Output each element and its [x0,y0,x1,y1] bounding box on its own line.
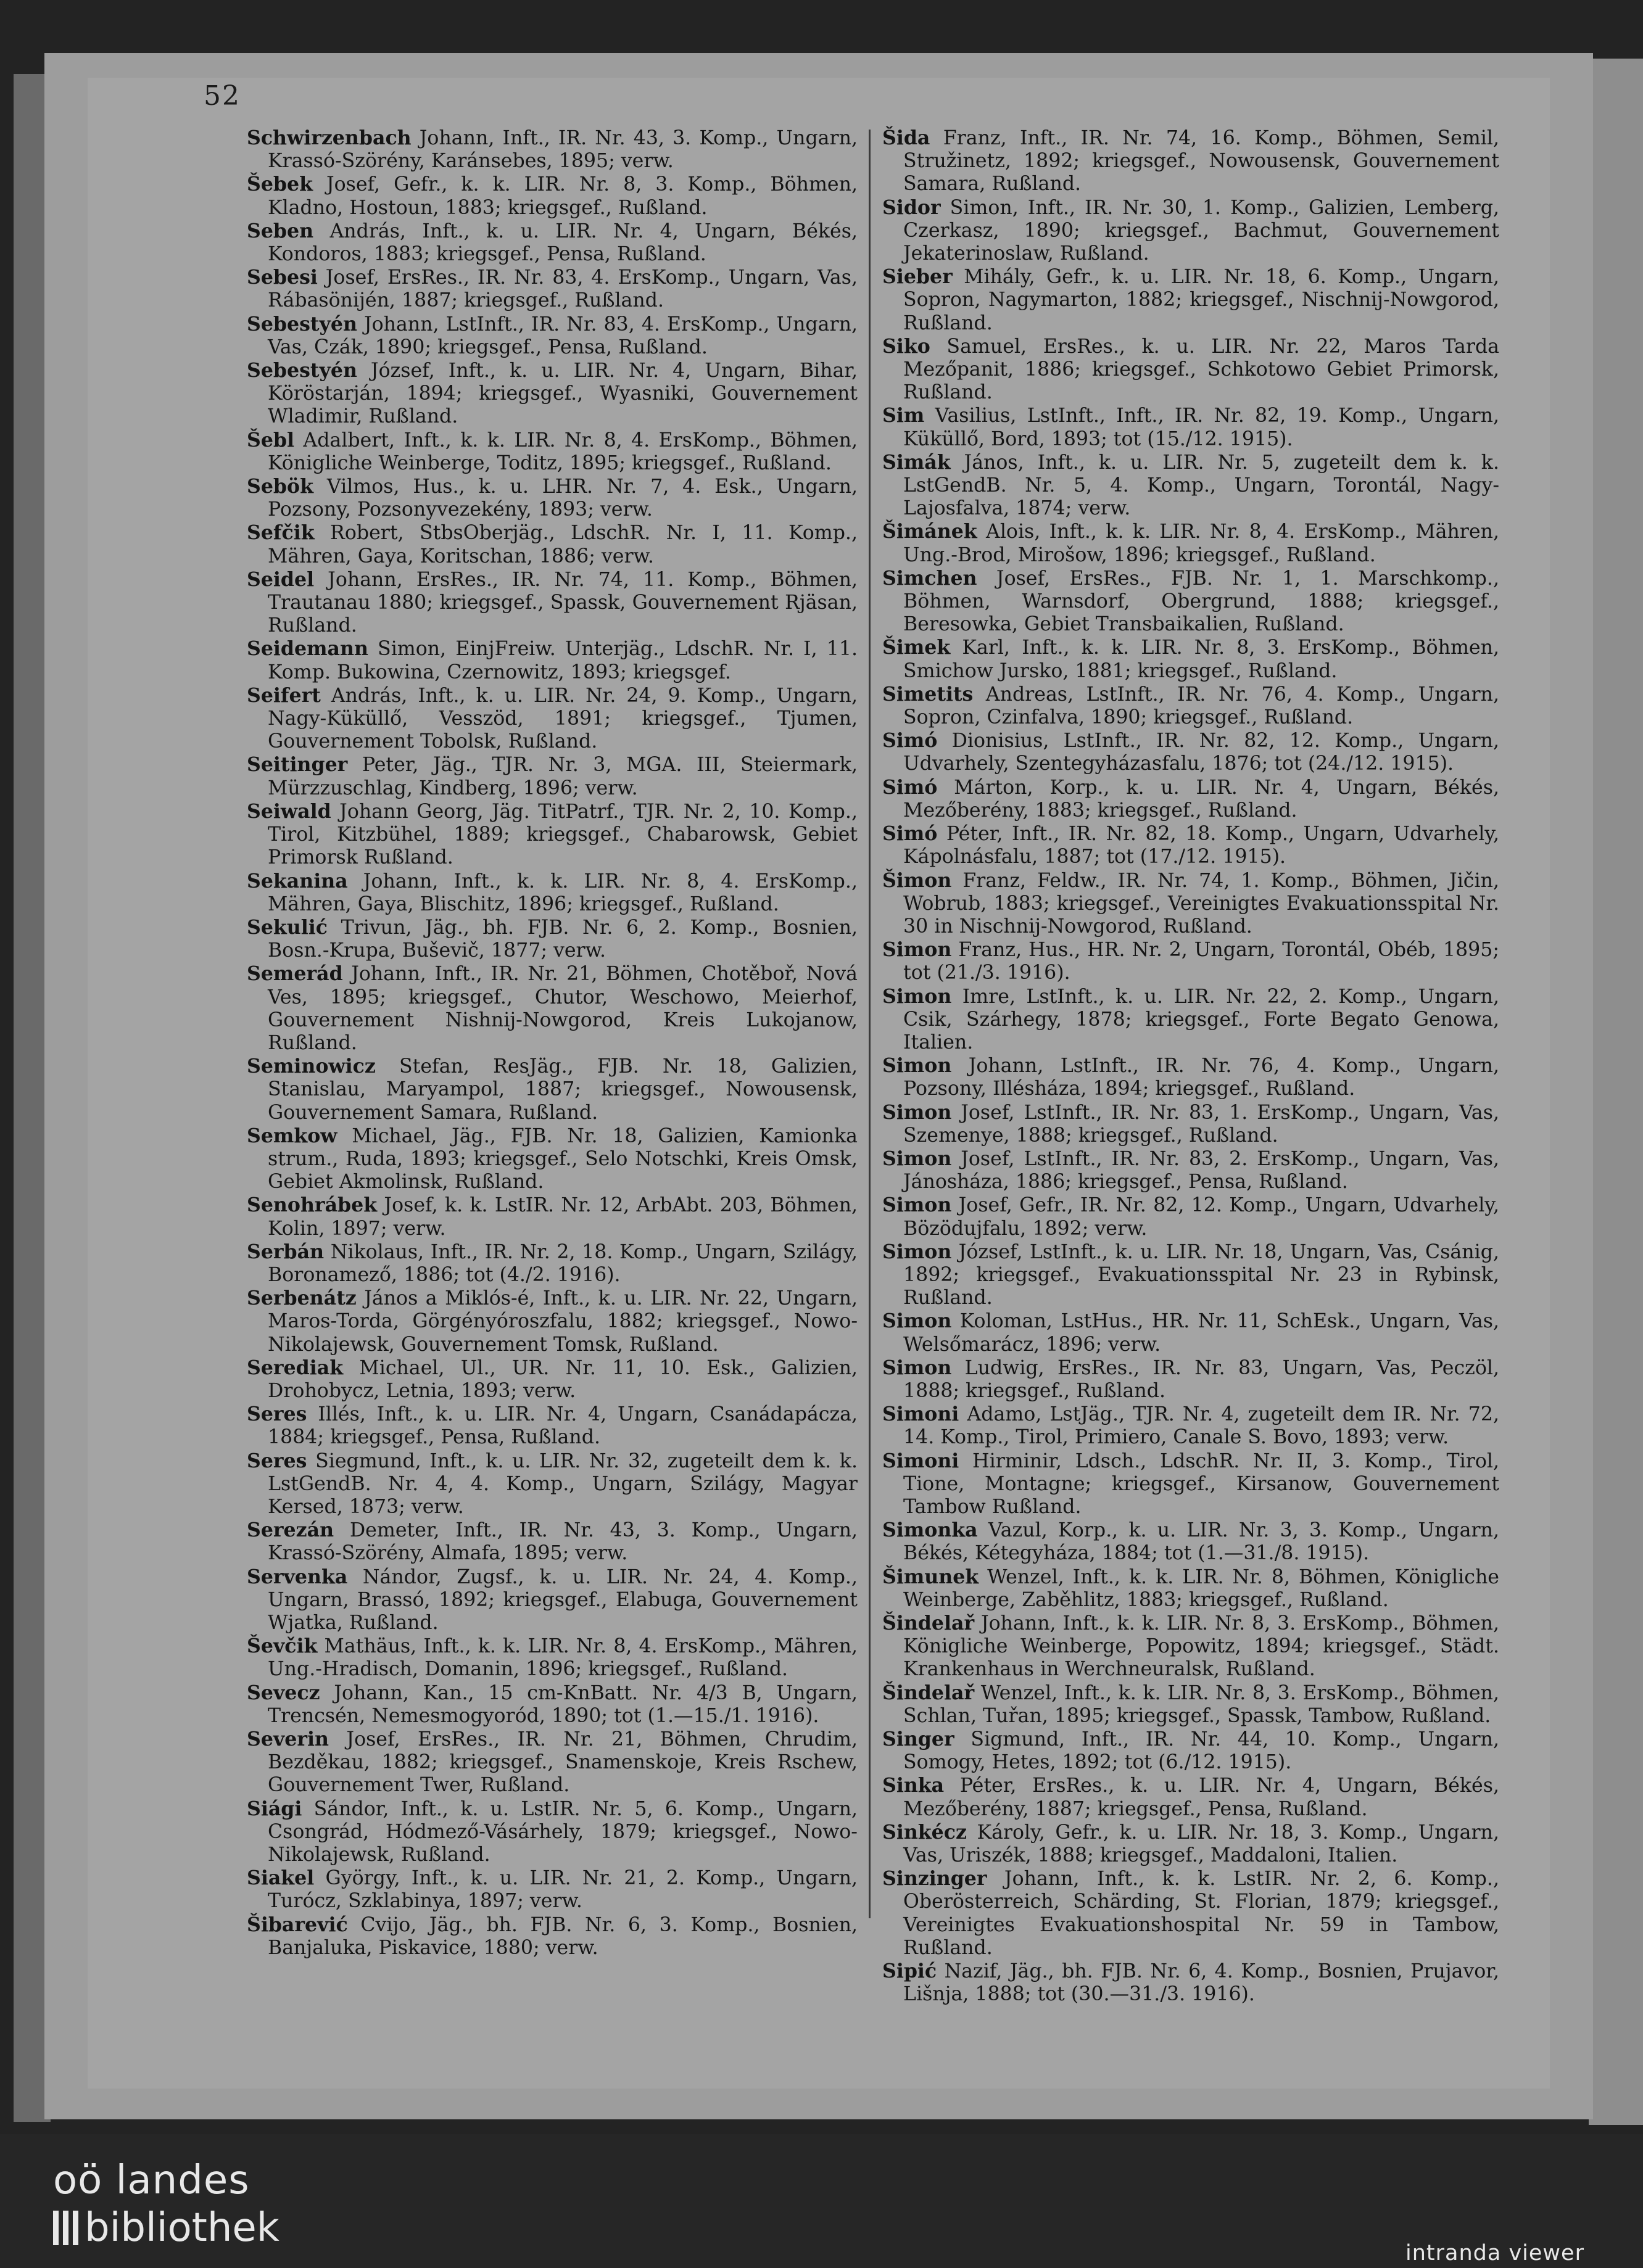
column-divider [869,130,871,1918]
entry-details: Adalbert, Inft., k. k. LIR. Nr. 8, 4. ErsKomp., Böhmen, Königliche Weinberge, Toditz, 1895; kriegsgef., Rußland. [268,429,858,474]
register-entry [882,1309,1499,1356]
register-entry [247,126,858,173]
entry-details: Cvijo, Jäg., bh. FJB. Nr. 6, 3. Komp., Bosnien, Banjaluka, Piskavice, 1880; verw. [268,1913,858,1959]
entry-details: Franz, Inft., IR. Nr. 74, 16. Komp., Böhmen, Semil, Stružinetz, 1892; kriegsgef., Nowousensk, Gouvernement Samara, Rußland. [903,127,1499,196]
register-entry [247,1124,858,1194]
register-entry [882,1519,1499,1565]
register-entry [882,451,1499,521]
register-entry [247,1403,858,1449]
entry-details: Johann, Inft., k. k. LstIR. Nr. 2, 6. Komp., Oberösterreich, Schärding, St. Florian, 1879; kriegsgef., Vereinigtes Evakuationshospital Nr. 59 in Tambow, Rußland. [903,1868,1499,1959]
entry-details: Péter, ErsRes., k. u. LIR. Nr. 4, Ungarn, Békés, Mezőberény, 1887; kriegsgef., Pensa, Rußland. [903,1775,1499,1820]
entry-surname: Seres [247,1403,307,1426]
entry-details: Johann, Inft., k. k. LIR. Nr. 8, 3. ErsKomp., Böhmen, Königliche Weinberge, Popowitz, 1894; kriegsgef., Städt. Krankenhaus in Werchneuralsk, Rußland. [903,1612,1499,1681]
entry-details: Vasilius, LstInft., Inft., IR. Nr. 82, 19. Komp., Ungarn, Küküllő, Bord, 1893; tot (15./12. 1915). [903,405,1499,450]
entry-details: Adamo, LstJäg., TJR. Nr. 4, zugeteilt dem IR. Nr. 72, 14. Komp., Tirol, Primiero, Canale S. Bovo, 1893; verw. [903,1403,1499,1449]
entry-surname: Simó [882,775,938,799]
entry-details: Johann, LstInft., IR. Nr. 76, 4. Komp., Ungarn, Pozsony, Illésháza, 1894; kriegsgef., Rußland. [903,1055,1499,1100]
entry-details: Michael, Ul., UR. Nr. 11, 10. Esk., Galizien, Drohobycz, Letnia, 1893; verw. [268,1356,858,1402]
entry-surname: Simoni [882,1403,959,1426]
entry-surname: Siakel [247,1866,315,1890]
register-entry [247,1565,858,1635]
entry-details: Illés, Inft., k. u. LIR. Nr. 4, Ungarn, Csanádapácza, 1884; kriegsgef., Pensa, Rußland. [268,1403,858,1449]
register-entry [247,753,858,799]
register-entry [882,196,1499,266]
entry-details: Hirminir, Ldsch., LdschR. Nr. II, 3. Komp., Tirol, Tione, Montagne; kriegsgef., Kirsanow, Gouvernement Tambow Rußland. [903,1449,1499,1518]
entry-details: Károly, Gefr., k. u. LIR. Nr. 18, 3. Komp., Ungarn, Vas, Uriszék, 1888; kriegsgef., Maddaloni, Italien. [903,1821,1499,1867]
register-entry [247,1681,858,1728]
entry-details: Sándor, Inft., k. u. LstIR. Nr. 5, 6. Komp., Ungarn, Csongrád, Hódmező-Vásárhely, 1879; kriegsgef., Nowo-Nikolajewsk, Rußland. [268,1797,858,1866]
page-stack-right-edge [1589,59,1643,2125]
entry-surname: Simon [882,1240,952,1263]
entry-surname: Seminowicz [247,1055,376,1078]
entry-details: Samuel, ErsRes., k. u. LIR. Nr. 22, Maros Tarda Mezőpanit, 1886; kriegsgef., Schkotowo Gebiet Primorsk, Rußland. [903,335,1499,404]
entry-surname: Sim [882,404,925,427]
register-entry [882,938,1499,984]
entry-surname: Seidemann [247,637,368,661]
register-entry [247,1635,858,1681]
entry-details: János a Miklós-é, Inft., k. u. LIR. Nr. 22, Ungarn, Maros-Torda, Görgényóroszfalu, 1882; kriegsgef., Nowo-Nikolajewsk, Gouvernement Tomsk, Rußland. [268,1287,858,1356]
entry-surname: Sipić [882,1960,937,1983]
entry-surname: Schwirzenbach [247,126,412,149]
register-entry [247,1866,858,1913]
entry-surname: Simonka [882,1519,978,1542]
entry-surname: Servenka [247,1565,348,1588]
register-entry [247,1728,858,1797]
page-number: 52 [204,80,241,112]
register-entry [247,1356,858,1403]
register-entry [247,637,858,683]
register-entry [882,1960,1499,2006]
entry-surname: Simchen [882,566,977,590]
entry-details: Wenzel, Inft., k. k. LIR. Nr. 8, 3. ErsKomp., Böhmen, Schlan, Tuřan, 1895; kriegsgef., Spassk, Tambow, Rußland. [903,1681,1499,1727]
entry-details: Stefan, ResJäg., FJB. Nr. 18, Galizien, Stanislau, Maryampol, 1887; kriegsgef., Nowousensk, Gouvernement Samara, Rußland. [268,1055,858,1124]
entry-surname: Šibarević [247,1913,348,1936]
entry-surname: Simon [882,938,952,962]
entry-details: György, Inft., k. u. LIR. Nr. 21, 2. Komp., Ungarn, Turócz, Szklabinya, 1897; verw. [268,1867,858,1913]
entry-surname: Šebl [247,428,295,452]
entry-details: Nikolaus, Inft., IR. Nr. 2, 18. Komp., Ungarn, Szilágy, Boronamező, 1886; tot (4./2. 1916). [268,1240,858,1286]
entry-surname: Šebek [247,173,313,196]
viewer-brand-label: intranda viewer [1405,2241,1584,2266]
entry-surname: Sinkécz [882,1820,967,1844]
entry-surname: Sebök [247,475,313,498]
entry-surname: Simon [882,984,952,1008]
entry-details: Mihály, Gefr., k. u. LIR. Nr. 18, 6. Komp., Ungarn, Sopron, Nagymarton, 1882; kriegsgef., Nischnij-Nowgorod, Rußland. [903,266,1499,334]
entry-surname: Simon [882,1194,952,1217]
register-entry [882,776,1499,822]
entry-surname: Ševčik [247,1635,318,1658]
entry-surname: Simon [882,1356,952,1379]
entry-details: József, LstInft., k. u. LIR. Nr. 18, Ungarn, Vas, Csánig, 1892; kriegsgef., Evakuationsspital Nr. 23 in Rybinsk, Rußland. [903,1240,1499,1309]
entry-surname: Šimánek [882,520,977,543]
register-entry [247,266,858,312]
entry-details: Nazif, Jäg., bh. FJB. Nr. 6, 4. Komp., Bosnien, Prujavor, Lišnja, 1888; tot (30.—31./3. 1916). [903,1960,1499,2006]
entry-surname: Sinzinger [882,1867,987,1891]
library-logo-line1: oö landes [53,2158,250,2203]
register-entry [247,475,858,521]
entry-details: Imre, LstInft., k. u. LIR. Nr. 22, 2. Komp., Ungarn, Csik, Szárhegy, 1878; kriegsgef., Forte Begato Genowa, Italien. [903,985,1499,1054]
entry-surname: Seiwald [247,799,331,823]
register-entry [882,265,1499,335]
entry-surname: Sekanina [247,869,348,893]
entry-details: Johann, Inft., IR. Nr. 43, 3. Komp., Ungarn, Krassó-Szörény, Karánsebes, 1895; verw. [268,127,858,173]
entry-details: Dionisius, LstInft., IR. Nr. 82, 12. Komp., Ungarn, Udvarhely, Szentegyházasfalu, 1876; tot (24./12. 1915). [903,730,1499,775]
entry-details: Simon, EinjFreiw. Unterjäg., LdschR. Nr. I, 11. Komp. Bukowina, Czernowitz, 1893; kriegsgef. [268,638,858,683]
register-entry [882,1356,1499,1403]
register-entry [247,568,858,638]
entry-details: Wenzel, Inft., k. k. LIR. Nr. 8, Böhmen, Königliche Weinberge, Zaběhlitz, 1883; kriegsgef., Rußland. [903,1565,1499,1611]
register-entry [247,429,858,475]
entry-details: Vazul, Korp., k. u. LIR. Nr. 3, 3. Komp., Ungarn, Békés, Kétegyháza, 1884; tot (1.—31./8. 1915). [903,1519,1499,1565]
entry-details: Josef, Gefr., IR. Nr. 82, 12. Komp., Ungarn, Udvarhely, Bözödujfalu, 1892; verw. [903,1194,1499,1240]
entry-surname: Šindelař [882,1681,975,1704]
entry-surname: Simák [882,450,951,474]
entry-surname: Siági [247,1797,302,1820]
register-entry [882,1774,1499,1820]
register-entry [882,126,1499,196]
entry-surname: Šimon [882,868,952,892]
register-entry [247,1519,858,1565]
register-entry [247,916,858,962]
entry-surname: Simon [882,1309,952,1333]
register-entry [882,567,1499,637]
entry-details: András, Inft., k. u. LIR. Nr. 24, 9. Komp., Ungarn, Nagy-Küküllő, Vesszöd, 1891; kriegsgef., Tjumen, Gouvernement Tobolsk, Rußland. [268,684,858,753]
register-entry [247,1055,858,1124]
entry-details: András, Inft., k. u. LIR. Nr. 4, Ungarn, Békés, Kondoros, 1883; kriegsgef., Pensa, Rußland. [268,220,858,266]
entry-details: Josef, ErsRes., IR. Nr. 21, Böhmen, Chrudim, Bezděkau, 1882; kriegsgef., Snamenskoje, Kreis Rschew, Gouvernement Twer, Rußland. [268,1728,858,1797]
entry-details: Mathäus, Inft., k. k. LIR. Nr. 8, 4. ErsKomp., Mähren, Ung.-Hradisch, Domanin, 1896; kriegsgef., Rußland. [268,1635,858,1681]
entry-surname: Simon [882,1100,952,1124]
entry-details: Simon, Inft., IR. Nr. 30, 1. Komp., Galizien, Lemberg, Czerkasz, 1890; kriegsgef., Bachmut, Gouvernement Jekaterinoslaw, Rußland. [903,196,1499,265]
entry-details: Johann Georg, Jäg. TitPatrf., TJR. Nr. 2, 10. Komp., Tirol, Kitzbühel, 1889; kriegsgef., Chabarowsk, Gebiet Primorsk Rußland. [268,800,858,869]
entry-details: János, Inft., k. u. LIR. Nr. 5, zugeteilt dem k. k. LstGendB. Nr. 5, 4. Komp., Ungarn, Torontál, Nagy-Lajosfalva, 1874; verw. [903,451,1499,520]
register-entry [247,684,858,754]
entry-details: Siegmund, Inft., k. u. LIR. Nr. 32, zugeteilt dem k. k. LstGendB. Nr. 4, 4. Komp., Ungarn, Szilágy, Magyar Kersed, 1873; verw. [268,1449,858,1518]
entry-surname: Sefčik [247,521,315,545]
entry-surname: Serbán [247,1240,325,1263]
entry-details: Karl, Inft., k. k. LIR. Nr. 8, 3. ErsKomp., Böhmen, Smichow Jursko, 1881; kriegsgef., Rußland. [903,637,1499,682]
register-entry [882,683,1499,729]
entry-surname: Sevecz [247,1681,320,1704]
register-entry [247,359,858,429]
entry-details: Ludwig, ErsRes., IR. Nr. 83, Ungarn, Vas, Peczöl, 1888; kriegsgef., Rußland. [903,1356,1499,1402]
entry-details: Trivun, Jäg., bh. FJB. Nr. 6, 2. Komp., Bosnien, Bosn.-Krupa, Buševič, 1877; verw. [268,916,858,962]
entry-surname: Siko [882,334,930,358]
register-entry [882,636,1499,682]
register-entry [882,1403,1499,1449]
register-entry [882,1867,1499,1960]
entry-surname: Serediak [247,1356,344,1379]
entry-surname: Šimunek [882,1565,979,1588]
entry-details: Robert, StbsOberjäg., LdschR. Nr. I, 11. Komp., Mähren, Gaya, Koritschan, 1886; verw. [268,522,858,567]
register-entry [247,1449,858,1519]
entry-details: Josef, ErsRes., FJB. Nr. 1, 1. Marschkomp., Böhmen, Warnsdorf, Obergrund, 1888; kriegsgef., Beresowka, Gebiet Transbaikalien, Rußland. [903,567,1499,636]
register-entry [247,1913,858,1960]
entry-surname: Sieber [882,265,953,289]
register-entry [882,1728,1499,1774]
entry-surname: Senohrábek [247,1194,378,1217]
entry-surname: Semerád [247,962,343,986]
entry-surname: Sekulić [247,915,328,939]
register-entry [247,800,858,870]
entry-details: Demeter, Inft., IR. Nr. 43, 3. Komp., Ungarn, Krassó-Szörény, Almafa, 1895; verw. [268,1519,858,1565]
entry-details: József, Inft., k. u. LIR. Nr. 4, Ungarn, Bihar, Köröstarján, 1894; kriegsgef., Wyasniki, Gouvernement Wladimir, Rußland. [268,360,858,428]
entry-details: Sigmund, Inft., IR. Nr. 44, 10. Komp., Ungarn, Somogy, Hetes, 1892; tot (6./12. 1915). [903,1728,1499,1774]
register-entry [247,1797,858,1867]
register-entry [882,822,1499,868]
register-entry [882,1612,1499,1681]
register-entry [247,1240,858,1287]
entry-surname: Simó [882,729,938,753]
entry-details: Josef, Gefr., k. k. LIR. Nr. 8, 3. Komp., Böhmen, Kladno, Hostoun, 1883; kriegsgef., Rußland. [268,173,858,219]
entry-details: Koloman, LstHus., HR. Nr. 11, SchEsk., Ungarn, Vas, Welsőmarácz, 1896; verw. [903,1310,1499,1356]
register-entry [882,1194,1499,1240]
entry-surname: Simetits [882,682,974,706]
entry-surname: Sebestyén [247,312,357,336]
entry-surname: Singer [882,1728,954,1751]
register-entry [882,985,1499,1055]
register-entry [247,1194,858,1240]
entry-details: Josef, ErsRes., IR. Nr. 83, 4. ErsKomp., Ungarn, Vas, Rábasönijén, 1887; kriegsgef., Rußland. [268,266,858,312]
register-entry [882,520,1499,566]
entry-details: Josef, LstInft., IR. Nr. 83, 1. ErsKomp., Ungarn, Vas, Szemenye, 1888; kriegsgef., Rußland. [903,1101,1499,1147]
entry-surname: Seben [247,219,314,242]
register-entry [882,729,1499,775]
entry-details: Josef, k. k. LstIR. Nr. 12, ArbAbt. 203, Böhmen, Kolin, 1897; verw. [268,1194,858,1240]
register-entry [882,1147,1499,1194]
entry-surname: Seidel [247,567,315,591]
entry-surname: Serezán [247,1519,334,1542]
entry-details: Johann, Inft., IR. Nr. 21, Böhmen, Chotěboř, Nová Ves, 1895; kriegsgef., Chutor, Weschowo, Meierhof, Gouvernement Nishnij-Nowgorod, Kreis Lukojanow, Rußland. [268,963,858,1054]
register-entry [882,1054,1499,1100]
entry-surname: Simon [882,1147,952,1170]
register-entry [247,1287,858,1356]
entry-surname: Šindelař [882,1612,975,1635]
entry-surname: Simoni [882,1449,959,1472]
entry-details: Johann, Kan., 15 cm-KnBatt. Nr. 4/3 B, Ungarn, Trencsén, Nemesmogyoród, 1890; tot (1.—15./1. 1916). [268,1681,858,1727]
library-logo-icon [53,2211,78,2245]
entry-details: Franz, Feldw., IR. Nr. 74, 1. Komp., Böhmen, Jičin, Wobrub, 1883; kriegsgef., Vereinigtes Evakuationsspital Nr. 30 in Nischnij-Nowgorod, Rußland. [903,869,1499,938]
entry-surname: Seifert [247,683,321,707]
register-entry [882,1101,1499,1147]
entry-details: Josef, LstInft., IR. Nr. 83, 2. ErsKomp., Ungarn, Vas, Jánosháza, 1886; kriegsgef., Pensa, Rußland. [903,1147,1499,1194]
right-column [882,126,1499,2006]
entry-details: Alois, Inft., k. k. LIR. Nr. 8, 4. ErsKomp., Mähren, Ung.-Brod, Mirošow, 1896; kriegsgef., Rußland. [903,521,1499,566]
entry-details: Michael, Jäg., FJB. Nr. 18, Galizien, Kamionka strum., Ruda, 1893; kriegsgef., Selo Notschki, Kreis Omsk, Gebiet Akmolinsk, Rußland. [268,1124,858,1194]
entry-surname: Sidor [882,196,941,219]
entry-surname: Simon [882,1054,952,1078]
register-entry [247,313,858,359]
entry-surname: Šida [882,126,930,149]
entry-details: Péter, Inft., IR. Nr. 82, 18. Komp., Ungarn, Udvarhely, Kápolnásfalu, 1887; tot (17./12. 1915). [903,823,1499,868]
register-entry [247,870,858,916]
entry-details: Johann, Inft., k. k. LIR. Nr. 8, 4. ErsKomp., Mähren, Gaya, Blischitz, 1896; kriegsgef., Rußland. [268,870,858,915]
entry-details: Franz, Hus., HR. Nr. 2, Ungarn, Torontál, Obéb, 1895; tot (21./3. 1916). [903,939,1499,984]
entry-details: Andreas, LstInft., IR. Nr. 76, 4. Komp., Ungarn, Sopron, Czinfalva, 1890; kriegsgef., Rußland. [903,683,1499,729]
entry-details: Johann, ErsRes., IR. Nr. 74, 11. Komp., Böhmen, Trautanau 1880; kriegsgef., Spassk, Gouvernement Rjäsan, Rußland. [268,568,858,637]
left-column [247,126,858,1960]
entry-surname: Seres [247,1449,307,1472]
register-entry [882,1449,1499,1519]
library-logo-line2 [53,2205,279,2251]
entry-surname: Sebesi [247,266,318,289]
register-entry [882,869,1499,939]
register-entry [882,404,1499,450]
register-entry [882,1565,1499,1612]
entry-details: Johann, LstInft., IR. Nr. 83, 4. ErsKomp., Ungarn, Vas, Czák, 1890; kriegsgef., Pensa, Rußland. [268,313,858,358]
register-entry [882,1821,1499,1867]
register-entry [882,1681,1499,1728]
register-entry [247,173,858,219]
register-entry [882,335,1499,405]
entry-surname: Serbenátz [247,1287,357,1310]
register-entry [247,962,858,1055]
register-entry [882,1240,1499,1310]
entry-surname: Severin [247,1728,329,1751]
entry-details: Márton, Korp., k. u. LIR. Nr. 4, Ungarn, Békés, Mezőberény, 1883; kriegsgef., Rußland. [903,776,1499,822]
entry-details: Peter, Jäg., TJR. Nr. 3, MGA. III, Steiermark, Mürzzuschlag, Kindberg, 1896; verw. [268,754,858,799]
entry-surname: Sinka [882,1774,945,1797]
entry-details: Vilmos, Hus., k. u. LHR. Nr. 7, 4. Esk., Ungarn, Pozsony, Pozsonyvezekény, 1893; verw. [268,476,858,521]
entry-surname: Šimek [882,636,951,659]
entry-surname: Sebestyén [247,359,357,382]
entry-details: Nándor, Zugsf., k. u. LIR. Nr. 24, 4. Komp., Ungarn, Brassó, 1892; kriegsgef., Elabuga, Gouvernement Wjatka, Rußland. [268,1565,858,1634]
register-entry [247,220,858,266]
entry-surname: Seitinger [247,753,348,777]
library-logo-text: bibliothek [85,2205,279,2251]
entry-surname: Semkow [247,1124,337,1147]
entry-surname: Simó [882,822,938,846]
register-entry [247,521,858,567]
